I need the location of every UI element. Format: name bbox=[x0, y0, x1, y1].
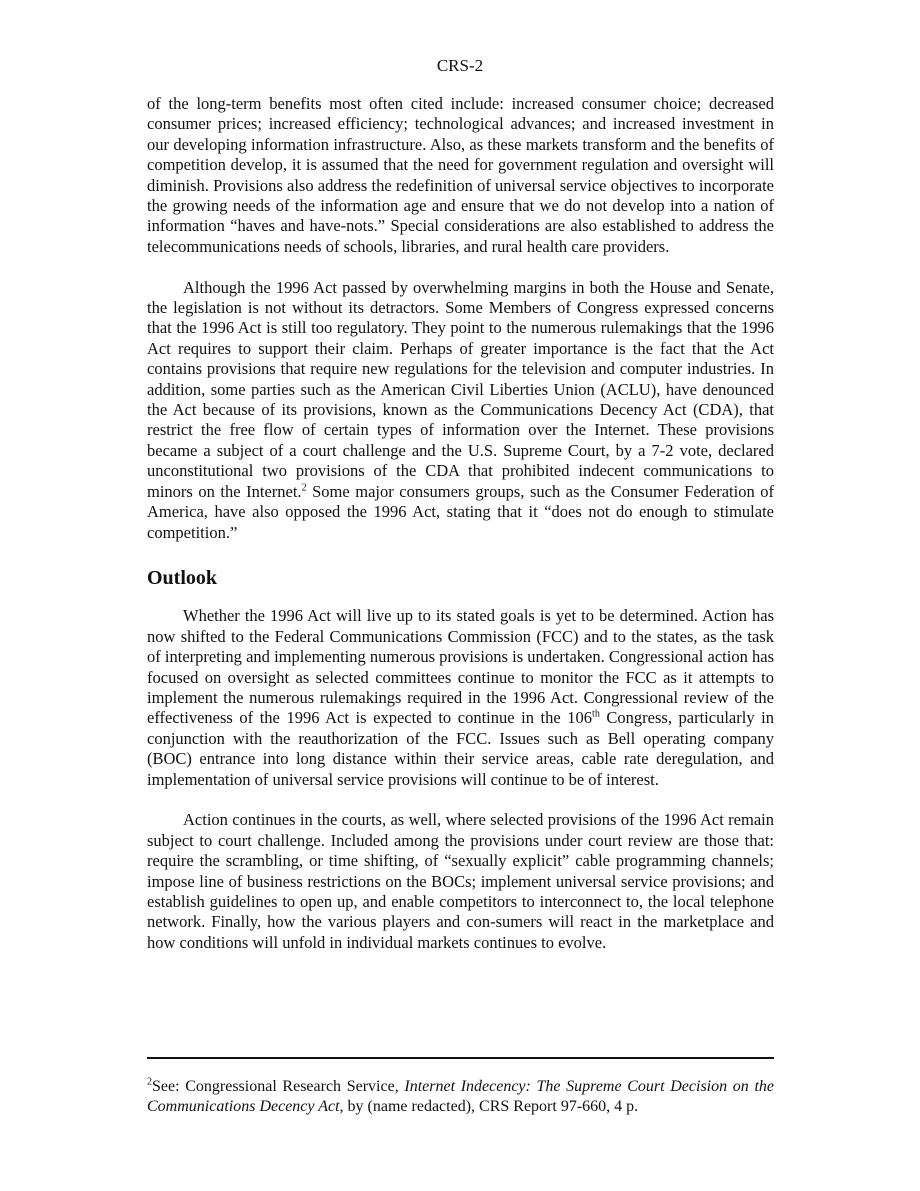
footnote-suffix: , by (name redacted), CRS Report 97-660, 4 p. bbox=[339, 1098, 639, 1116]
paragraph-detractors-text-continued: Some major consumers groups, such as the Consumer Federation of America, have also opposed the 1996 Act, stating that it “does not do enough to stimulate competition.” bbox=[147, 481, 774, 542]
page-header: CRS-2 bbox=[436, 56, 484, 75]
paragraph-detractors bbox=[147, 278, 774, 543]
footnote bbox=[147, 1077, 774, 1118]
footnote-reference[interactable]: 2 bbox=[301, 482, 307, 494]
section-heading-outlook: Outlook bbox=[147, 567, 218, 590]
paragraph-outlook-text-continued: Congress, particularly in conjunction with the reauthorization of the FCC. Issues such as Bell operating company (BOC) entrance into long distance within their service areas, cable rate deregulation, and implementation of universal service provisions will continue to be of interest. bbox=[147, 708, 774, 789]
footnote-prefix: See: Congressional Research Service, bbox=[152, 1078, 405, 1095]
paragraph-outlook-courts: Action continues in the courts, as well, where selected provisions of the 1996 Act remain subject to court challenge. Included among the provisions under court review are those that: require the scrambling, or time shifting, of “sexually explicit” cable programming channels; impose line of business restrictions on the BOCs; implement universal service provisions; and establish guidelines to open up, and enable competitors to interconnect to, the local telephone network. Finally, how the various players and con-sumers will react in the marketplace and how conditions will unfold in individual markets continues to evolve. bbox=[147, 810, 774, 952]
footnote-cited-title: Internet Indecency: The Supreme Court Decision on the Communications Decency Act bbox=[147, 1078, 775, 1116]
paragraph-outlook-text: Whether the 1996 Act will live up to its stated goals is yet to be determined. Action has now shifted to the Federal Communications Commission (FCC) and to the states, as the task of interpreting and implementing numerous provisions is undertaken. Congressional action has focused on oversight as selected committees continue to monitor the FCC as it attempts to implement the numerous rulemakings required in the 1996 Act. Congressional review of the effectiveness of the 1996 Act is expected to continue in the 106 bbox=[147, 606, 774, 728]
paragraph-benefits: of the long-term benefits most often cited include: increased consumer choice; decreased consumer prices; increased efficiency; technological advances; and increased investment in our developing information infrastructure. Also, as these markets transform and the benefits of competition develop, it is assumed that the need for government regulation and oversight will diminish. Provisions also address the redefinition of universal service objectives to incorporate the growing needs of the information age and ensure that we do not develop into a nation of information “haves and have-nots.” Special considerations are also established to address the telecommunications needs of schools, libraries, and rural health care providers. bbox=[147, 94, 774, 256]
ordinal-superscript: th bbox=[592, 708, 600, 720]
paragraph-outlook-fcc bbox=[147, 606, 774, 790]
body-text bbox=[147, 94, 774, 953]
paragraph-detractors-text: Although the 1996 Act passed by overwhelming margins in both the House and Senate, the legislation is not without its detractors. Some Members of Congress expressed concerns that the 1996 Act is still too regulatory. They point to the numerous rulemakings that the 1996 Act requires to support their claim. Perhaps of greater importance is the fact that the Act contains provisions that require new regulations for the television and computer industries. In addition, some parties such as the American Civil Liberties Union (ACLU), have denounced the Act because of its provisions, known as the Communications Decency Act (CDA), that restrict the free flow of certain types of information over the Internet. These provisions became a subject of a court challenge and the U.S. Supreme Court, by a 7-2 vote, declared unconstitutional two provisions of the CDA that prohibited indecent communications to minors on the Internet. bbox=[147, 277, 774, 501]
footnote-marker: 2 bbox=[147, 1076, 152, 1088]
footnote-divider bbox=[147, 1057, 774, 1059]
